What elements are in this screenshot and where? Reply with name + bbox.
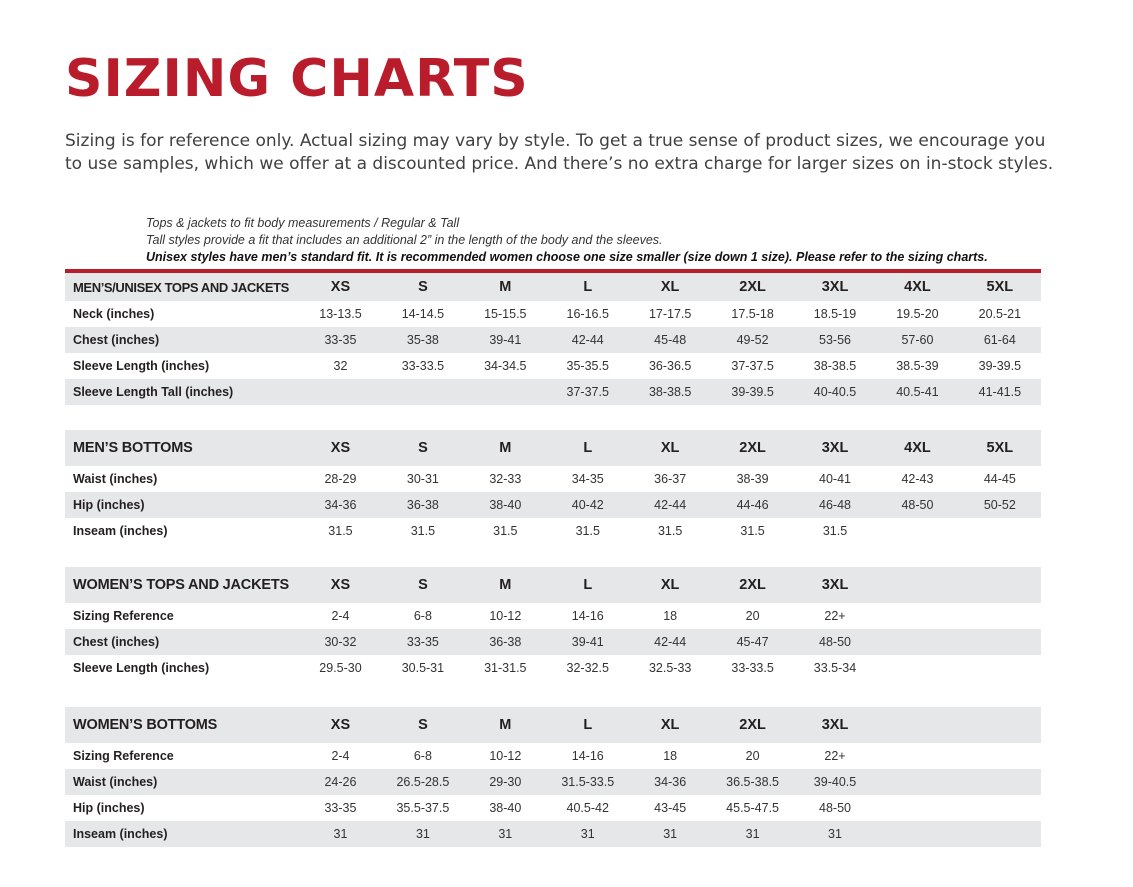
- note-line-unisex: Unisex styles have men’s standard fit. It is recommended women choose one size smaller (size down 1 size). Please refer to the sizing charts.: [146, 250, 988, 264]
- intro-line: Sizing is for reference only. Actual sizing may vary by style. To get a true sense of product sizes, we encourage you: [65, 131, 1046, 151]
- table-cell: 46-48: [819, 498, 851, 512]
- row-label: Waist (inches): [73, 775, 158, 789]
- size-header: M: [499, 577, 512, 593]
- table-cell: 45-48: [654, 333, 687, 347]
- table-cell: 38-40: [489, 801, 522, 815]
- table-cell: 32-33: [489, 472, 522, 486]
- table-cell: 31-31.5: [484, 661, 527, 675]
- womens-bottoms-table: [65, 707, 1041, 847]
- table-cell: 36-36.5: [648, 359, 692, 373]
- table-row: [65, 795, 1041, 821]
- table-cell: 32-32.5: [566, 661, 609, 675]
- table-cell: 16-16.5: [566, 307, 609, 321]
- table-row: [65, 629, 1041, 655]
- table-cell: 19.5-20: [896, 307, 939, 321]
- table-cell: 42-44: [654, 498, 687, 512]
- table-cell: 31: [498, 827, 513, 841]
- size-header: XS: [330, 279, 351, 295]
- table-cell: 43-45: [654, 801, 687, 815]
- size-header: 2XL: [739, 279, 766, 295]
- size-header: S: [418, 440, 428, 456]
- size-header: 5XL: [986, 440, 1014, 456]
- fit-notes: [146, 215, 988, 266]
- size-header: 2XL: [739, 577, 766, 593]
- table-cell: 31: [415, 827, 430, 841]
- size-header: XL: [660, 577, 680, 593]
- table-cell: 33-33.5: [731, 661, 774, 675]
- table-cell: 35-38: [406, 333, 439, 347]
- table-cell: 40-42: [571, 498, 604, 512]
- row-label: Chest (inches): [73, 333, 160, 347]
- size-header: M: [499, 440, 512, 456]
- row-label: Sizing Reference: [73, 609, 174, 623]
- table-cell: 2-4: [331, 609, 350, 623]
- intro-line: to use samples, which we offer at a discounted price. And there’s no extra charge for larger sizes on in-stock styles.: [65, 154, 1054, 174]
- intro-paragraph: [65, 130, 1065, 176]
- mens-bottoms-table: [65, 430, 1041, 544]
- size-header: 2XL: [739, 440, 766, 456]
- table-cell: 31: [580, 827, 595, 841]
- table-cell: 30-32: [324, 635, 357, 649]
- table-row: [65, 518, 1041, 544]
- table-cell: 13-13.5: [319, 307, 362, 321]
- table-row: [65, 301, 1041, 327]
- table-cell: 37-37.5: [731, 359, 774, 373]
- table-cell: 42-44: [654, 635, 687, 649]
- size-header: S: [418, 279, 428, 295]
- table-cell: 39-41: [489, 333, 522, 347]
- table-row: [65, 492, 1041, 518]
- row-label: Sleeve Length (inches): [73, 359, 210, 373]
- table-row: [65, 603, 1041, 629]
- mens-unisex-tops-table: [65, 273, 1041, 405]
- table-cell: 33-35: [324, 333, 357, 347]
- note-line: Tall styles provide a fit that includes an additional 2” in the length of the body and the sleeves.: [146, 233, 663, 247]
- table-cell: 24-26: [324, 775, 357, 789]
- table-cell: 34-36: [654, 775, 687, 789]
- table-cell: 38.5-39: [896, 359, 939, 373]
- table-cell: 22+: [824, 609, 846, 623]
- table-row: [65, 379, 1041, 405]
- table-cell: 33-35: [406, 635, 439, 649]
- table-cell: 49-52: [736, 333, 769, 347]
- table-cell: 39-40.5: [813, 775, 857, 789]
- row-label: Hip (inches): [73, 498, 145, 512]
- section-heading: MEN’S/UNISEX TOPS AND JACKETS: [73, 279, 289, 295]
- table-cell: 39-41: [571, 635, 604, 649]
- table-cell: 10-12: [489, 749, 522, 763]
- size-header: 3XL: [821, 577, 849, 593]
- table-row: [65, 466, 1041, 492]
- table-cell: 48-50: [819, 635, 851, 649]
- table-cell: 45-47: [736, 635, 769, 649]
- table-cell: 33-33.5: [401, 359, 445, 373]
- table-row: [65, 821, 1041, 847]
- table-cell: 38-40: [489, 498, 522, 512]
- table-cell: 36-37: [654, 472, 687, 486]
- size-header: S: [418, 577, 428, 593]
- size-header: XL: [660, 440, 680, 456]
- row-label: Inseam (inches): [73, 827, 168, 841]
- row-label: Sleeve Length (inches): [73, 661, 210, 675]
- table-cell: 39-39.5: [731, 385, 774, 399]
- row-label: Hip (inches): [73, 801, 145, 815]
- size-header: 4XL: [904, 279, 931, 295]
- table-row: [65, 743, 1041, 769]
- size-header: 5XL: [986, 279, 1014, 295]
- table-cell: 44-46: [736, 498, 769, 512]
- table-cell: 35.5-37.5: [396, 801, 450, 815]
- table-cell: 50-52: [983, 498, 1016, 512]
- table-cell: 36.5-38.5: [726, 775, 779, 789]
- size-header: L: [583, 279, 593, 295]
- table-cell: 33-35: [324, 801, 357, 815]
- table-row: [65, 353, 1041, 379]
- section-heading: MEN’S BOTTOMS: [73, 440, 193, 456]
- table-cell: 14-16: [571, 609, 604, 623]
- table-cell: 45.5-47.5: [726, 801, 779, 815]
- section-heading: WOMEN’S BOTTOMS: [73, 717, 218, 733]
- table-cell: 2-4: [331, 749, 350, 763]
- table-cell: 31.5: [410, 524, 436, 538]
- table-cell: 33.5-34: [813, 661, 857, 675]
- table-cell: 26.5-28.5: [396, 775, 450, 789]
- table-cell: 20: [745, 749, 760, 763]
- table-cell: 31.5: [822, 524, 848, 538]
- table-cell: 31.5: [575, 524, 600, 538]
- row-label: Neck (inches): [73, 307, 155, 321]
- table-cell: 37-37.5: [566, 385, 609, 399]
- row-label: Chest (inches): [73, 635, 160, 649]
- table-header-row: [65, 430, 1041, 466]
- table-cell: 61-64: [983, 333, 1016, 347]
- size-header: XL: [660, 717, 680, 733]
- note-line: Tops & jackets to fit body measurements / Regular & Tall: [146, 216, 460, 230]
- table-cell: 31: [333, 827, 348, 841]
- table-cell: 41-41.5: [978, 385, 1022, 399]
- table-cell: 14-16: [571, 749, 604, 763]
- table-cell: 6-8: [413, 609, 432, 623]
- womens-tops-table: [65, 567, 1041, 681]
- row-label: Sizing Reference: [73, 749, 174, 763]
- table-cell: 22+: [824, 749, 846, 763]
- table-cell: 39-39.5: [978, 359, 1022, 373]
- table-cell: 31.5: [493, 524, 518, 538]
- table-cell: 48-50: [901, 498, 934, 512]
- table-cell: 10-12: [489, 609, 522, 623]
- table-cell: 20: [745, 609, 760, 623]
- table-cell: 34-35: [571, 472, 604, 486]
- table-cell: 53-56: [819, 333, 851, 347]
- table-cell: 32.5-33: [648, 661, 692, 675]
- table-header-row: [65, 273, 1041, 301]
- table-cell: 38-39: [736, 472, 769, 486]
- table-cell: 15-15.5: [484, 307, 527, 321]
- size-header: L: [583, 577, 593, 593]
- table-cell: 18.5-19: [813, 307, 857, 321]
- size-header: XS: [330, 717, 351, 733]
- size-header: 3XL: [821, 440, 849, 456]
- size-header: L: [583, 717, 593, 733]
- page-title: SIZING CHARTS: [65, 49, 529, 109]
- table-cell: 35-35.5: [566, 359, 609, 373]
- size-header: XL: [660, 279, 680, 295]
- table-cell: 36-38: [489, 635, 522, 649]
- table-cell: 38-38.5: [648, 385, 692, 399]
- table-cell: 31.5: [740, 524, 765, 538]
- table-cell: 40-41: [819, 472, 851, 486]
- table-cell: 29-30: [489, 775, 522, 789]
- table-header-row: [65, 707, 1041, 743]
- table-cell: 31.5: [657, 524, 683, 538]
- table-cell: 34-34.5: [484, 359, 527, 373]
- section-heading: WOMEN’S TOPS AND JACKETS: [73, 577, 289, 593]
- size-header: M: [499, 279, 512, 295]
- table-cell: 17.5-18: [731, 307, 774, 321]
- table-cell: 31: [663, 827, 678, 841]
- size-header: 3XL: [821, 717, 849, 733]
- table-cell: 34-36: [324, 498, 357, 512]
- table-cell: 30.5-31: [401, 661, 445, 675]
- table-cell: 6-8: [413, 749, 432, 763]
- row-label: Inseam (inches): [73, 524, 168, 538]
- size-header: 4XL: [904, 440, 931, 456]
- row-label: Sleeve Length Tall (inches): [73, 385, 234, 399]
- table-cell: 48-50: [819, 801, 851, 815]
- table-row: [65, 769, 1041, 795]
- size-header: 2XL: [739, 717, 766, 733]
- table-cell: 30-31: [406, 472, 439, 486]
- table-cell: 17-17.5: [648, 307, 692, 321]
- table-cell: 40-40.5: [813, 385, 857, 399]
- size-header: L: [583, 440, 593, 456]
- size-header: XS: [330, 440, 351, 456]
- table-cell: 31: [745, 827, 760, 841]
- table-cell: 31: [828, 827, 842, 841]
- table-cell: 44-45: [983, 472, 1016, 486]
- row-label: Waist (inches): [73, 472, 158, 486]
- table-cell: 18: [663, 749, 678, 763]
- table-cell: 36-38: [406, 498, 439, 512]
- table-header-row: [65, 567, 1041, 603]
- table-cell: 42-44: [571, 333, 604, 347]
- table-cell: 14-14.5: [401, 307, 445, 321]
- table-row: [65, 655, 1041, 681]
- table-cell: 42-43: [901, 472, 934, 486]
- size-header: 3XL: [821, 279, 849, 295]
- size-header: XS: [330, 577, 351, 593]
- size-header: M: [499, 717, 512, 733]
- table-cell: 32: [333, 359, 348, 373]
- table-cell: 38-38.5: [813, 359, 857, 373]
- table-cell: 31.5-33.5: [561, 775, 615, 789]
- size-header: S: [418, 717, 428, 733]
- table-cell: 31.5: [328, 524, 353, 538]
- table-cell: 29.5-30: [319, 661, 362, 675]
- table-row: [65, 327, 1041, 353]
- table-cell: 57-60: [901, 333, 934, 347]
- table-cell: 40.5-41: [896, 385, 939, 399]
- table-cell: 28-29: [324, 472, 357, 486]
- table-cell: 40.5-42: [566, 801, 609, 815]
- table-cell: 18: [663, 609, 678, 623]
- table-cell: 20.5-21: [978, 307, 1022, 321]
